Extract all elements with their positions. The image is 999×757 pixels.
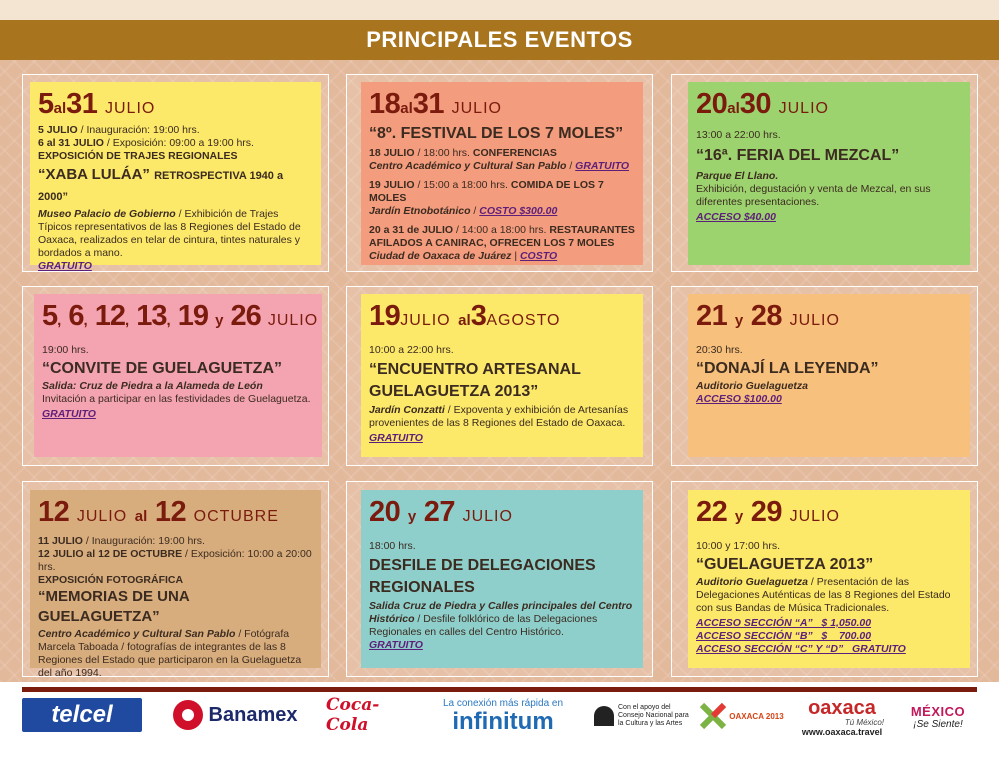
schedule-activity: COMIDA DE LOS 7 MOLES	[369, 179, 604, 204]
schedule-activity: RESTAURANTES AFILADOS A CANIRAC, OFRECEN LOS 7 MOLES	[369, 224, 635, 249]
date-day: 20	[369, 496, 401, 528]
event-time: 20:30 hrs.	[696, 344, 743, 356]
telcel-logo	[22, 698, 142, 732]
price-link[interactable]: ACCESO SECCIÓN “C” Y “D” GRATUITO	[696, 643, 906, 655]
event-category: EXPOSICIÓN FOTOGRÁFICA	[38, 574, 184, 586]
date-connector: al	[400, 100, 413, 117]
schedule-date: 12 JULIO al 12 DE OCTUBRE	[38, 548, 183, 560]
schedule-text: / Exposición: 10:00 a 20:00 hrs.	[38, 548, 312, 573]
event-card-feria-mezcal	[688, 82, 970, 265]
separator: /	[470, 205, 480, 217]
congreso-x-icon	[700, 703, 726, 729]
banamex-emblem-icon	[173, 700, 203, 730]
event-description: Invitación a participar en las festividades de Guelaguetza.	[42, 393, 311, 405]
event-description: Exhibición, degustación y venta de Mezcal, en sus diferentes presentaciones.	[696, 183, 931, 208]
oaxaca-logo-text: oaxaca	[808, 696, 876, 719]
event-date	[369, 89, 635, 124]
event-time: 18:00 hrs.	[369, 540, 416, 552]
date-day: 31	[66, 88, 98, 120]
date-day: 13	[136, 300, 167, 332]
oaxaca-url: www.oaxaca.travel	[801, 726, 883, 737]
event-time: 10:00 y 17:00 hrs.	[696, 540, 781, 552]
date-day: 5	[42, 300, 58, 332]
event-title: “CONVITE DE GUELAGUETZA”	[42, 360, 283, 377]
date-connector: al	[727, 100, 740, 117]
date-day: 21	[696, 300, 728, 332]
price-link[interactable]: ACCESO SECCIÓN “B” $ 700.00	[696, 630, 872, 642]
event-description: / Exhibición de Trajes Típicos representativos de las 8 Regiones del Estado de Oaxaca, realizados en telar de cintura, tintes naturales y bordados a mano.	[38, 208, 301, 259]
price-link[interactable]: GRATUITO	[38, 260, 92, 272]
schedule-text: / 14:00 a 18:00 hrs.	[453, 224, 550, 236]
schedule-date: 20 a 31 de JULIO	[369, 224, 454, 236]
event-description: / Presentación de las Delegaciones Auténticas de las 8 Regiones del Estado con sus Bandas de Música Tradicionales.	[696, 576, 951, 614]
date-day: 27	[423, 496, 455, 528]
event-date	[696, 89, 962, 124]
top-band	[0, 0, 999, 20]
price-link[interactable]: COSTO $300.00	[479, 205, 558, 217]
price-link[interactable]: ACCESO $40.00	[696, 211, 776, 223]
event-title: “16ª. FERIA DEL MEZCAL”	[696, 147, 900, 164]
date-connector: al	[134, 508, 148, 525]
price-link[interactable]: GRATUITO	[42, 408, 96, 420]
conaculta-emblem-icon	[594, 706, 614, 726]
date-connector: y	[734, 508, 744, 525]
date-month: JULIO	[400, 312, 451, 329]
event-venue: Salida Cruz de Piedra y Calles principales del Centro Histórico	[369, 600, 633, 625]
footer-divider	[22, 687, 977, 692]
separator: /	[566, 160, 576, 172]
mexico-logo	[902, 695, 974, 739]
conaculta-logo	[592, 697, 692, 735]
mexico-tagline: ¡Se Siente!	[913, 719, 963, 730]
event-venue: Parque El Llano.	[696, 170, 779, 182]
schedule-text: / Exposición: 09:00 a 19:00 hrs.	[103, 137, 254, 149]
date-month: JULIO	[789, 312, 840, 329]
event-venue: Auditorio Guelaguetza	[696, 380, 809, 392]
date-day: 31	[412, 88, 445, 120]
event-description: / Expoventa y exhibición de Artesanías provenientes de las 8 Regiones del Estado de Oaxaca.	[369, 404, 629, 429]
event-title: “8º. FESTIVAL DE LOS 7 MOLES”	[369, 125, 624, 142]
event-card-festival-moles	[361, 82, 643, 265]
price-link[interactable]: COSTO	[519, 250, 558, 262]
date-day: 12	[94, 300, 126, 332]
event-date	[369, 497, 635, 532]
event-date	[696, 301, 962, 336]
event-title: “DONAJÍ LA LEYENDA”	[696, 360, 879, 377]
event-title: “XABA LULÁA”	[38, 166, 155, 183]
date-day: 20	[696, 88, 728, 120]
congreso-logo	[700, 695, 784, 737]
event-venue: Centro Académico y Cultural San Pablo	[369, 160, 567, 172]
telcel-logo-text: telcel	[51, 701, 113, 728]
event-card-donaji	[688, 294, 970, 457]
date-day: 18	[369, 88, 401, 120]
date-connector: al	[458, 312, 471, 329]
date-day: 12	[154, 496, 187, 528]
date-connector: y	[407, 508, 417, 525]
congreso-text: OAXACA 2013	[729, 711, 784, 721]
date-day: 28	[750, 300, 782, 332]
event-date	[38, 497, 313, 532]
event-title: “GUELAGUETZA 2013”	[696, 556, 874, 573]
schedule-text: / 18:00 hrs.	[414, 147, 473, 159]
date-month: JULIO	[104, 100, 156, 117]
event-date	[696, 497, 962, 532]
date-month: OCTUBRE	[193, 508, 279, 525]
price-link[interactable]: GRATUITO	[369, 432, 423, 444]
event-venue: Jardín Conzatti	[369, 404, 445, 416]
event-category: EXPOSICIÓN DE TRAJES REGIONALES	[38, 150, 238, 162]
event-venue: Jardín Etnobotánico	[369, 205, 471, 217]
date-month: JULIO	[76, 508, 128, 525]
event-description: / Fotógrafa Marcela Taboada / fotografías de integrantes de las 8 Regiones del Estado que participaron en la Guelaguetza del año 1994.	[38, 628, 302, 679]
price-link[interactable]: GRATUITO	[369, 639, 423, 651]
date-month: JULIO	[778, 100, 829, 117]
date-month: JULIO	[462, 508, 513, 525]
event-date: 5, 6, 12, 13, 19 y 26 JULIO	[42, 300, 319, 332]
separator: |	[511, 250, 520, 262]
event-card-memorias	[30, 490, 321, 679]
oaxaca-tagline: Tú México!	[844, 717, 884, 727]
date-connector: y	[734, 312, 744, 329]
date-month: JULIO	[451, 100, 502, 117]
event-venue: Salida: Cruz de Piedra a la Alameda de León	[42, 380, 263, 392]
date-day: 19	[177, 300, 209, 332]
event-venue: Centro Académico y Cultural San Pablo	[38, 628, 236, 640]
schedule-date: 19 JULIO	[369, 179, 415, 191]
conaculta-text: Con el apoyo del Consejo Nacional para la Cultura y las Artes	[618, 704, 689, 727]
event-card-encuentro-artesanal	[361, 294, 643, 457]
infinitum-logo	[428, 695, 578, 737]
date-day: 3	[470, 300, 487, 332]
price-link[interactable]: GRATUITO	[575, 160, 630, 172]
date-day: 12	[38, 496, 70, 528]
event-venue: Ciudad de Oaxaca de Juárez	[369, 250, 512, 262]
event-time: 10:00 a 22:00 hrs.	[369, 344, 454, 356]
event-card-desfile	[361, 490, 643, 668]
date-day: 30	[739, 88, 772, 120]
banamex-logo-text: Banamex	[208, 703, 298, 726]
schedule-date: 11 JULIO	[38, 535, 83, 547]
date-month: JULIO	[267, 312, 319, 329]
banamex-logo	[160, 698, 310, 732]
coca-cola-logo	[326, 695, 416, 735]
event-time: 19:00 hrs.	[42, 344, 89, 356]
infinitum-logo-text: infinitum	[452, 707, 554, 735]
schedule-text: / 15:00 a 18:00 hrs.	[414, 179, 511, 191]
date-day: 6	[68, 300, 84, 332]
event-description: / Desfile folklórico de las Delegaciones Regionales en calles del Centro Histórico.	[369, 613, 598, 638]
event-title: “MEMORIAS DE UNA GUELAGUETZA”	[38, 588, 190, 625]
date-day: 19	[369, 300, 401, 332]
date-month: AGOSTO	[486, 312, 561, 329]
price-link[interactable]: ACCESO $100.00	[696, 393, 782, 405]
date-connector: y	[215, 312, 224, 329]
price-link[interactable]: ACCESO SECCIÓN “A” $ 1,050.00	[696, 617, 872, 629]
coca-cola-logo-text: Coca-Cola	[326, 695, 380, 735]
schedule-activity: CONFERENCIAS	[472, 147, 557, 159]
event-venue: Museo Palacio de Gobierno	[38, 208, 176, 220]
event-title: DESFILE DE DELEGACIONES REGIONALES	[369, 557, 596, 596]
event-card-guelaguetza	[688, 490, 970, 668]
date-connector: al	[53, 100, 67, 117]
oaxaca-logo	[792, 695, 892, 739]
event-time: 13:00 a 22:00 hrs.	[696, 129, 781, 141]
date-month: JULIO	[789, 508, 840, 525]
date-day: 29	[750, 496, 782, 528]
event-date	[38, 89, 313, 124]
event-card-xaba-lulaa	[30, 82, 321, 272]
date-day: 5	[38, 88, 54, 120]
schedule-text: / Inauguración: 19:00 hrs.	[77, 124, 200, 136]
schedule-date: 18 JULIO	[369, 147, 415, 159]
event-date	[369, 301, 635, 336]
event-subtitle: RETROSPECTIVA 1940 a 2000”	[38, 170, 284, 203]
mexico-logo-text: MÉXICO	[910, 704, 966, 719]
schedule-text: / Inauguración: 19:00 hrs.	[82, 535, 205, 547]
date-day: 22	[696, 496, 728, 528]
event-card-convite	[34, 294, 322, 457]
schedule-date: 5 JULIO	[38, 124, 78, 136]
event-venue: Auditorio Guelaguetza	[696, 576, 809, 588]
date-day: 26	[230, 300, 261, 332]
schedule-date: 6 al 31 JULIO	[38, 137, 104, 149]
page-title: PRINCIPALES EVENTOS	[0, 20, 999, 60]
event-title: “ENCUENTRO ARTESANAL GUELAGUETZA 2013”	[369, 361, 581, 400]
infinitum-tagline: La conexión más rápida en	[442, 697, 564, 709]
